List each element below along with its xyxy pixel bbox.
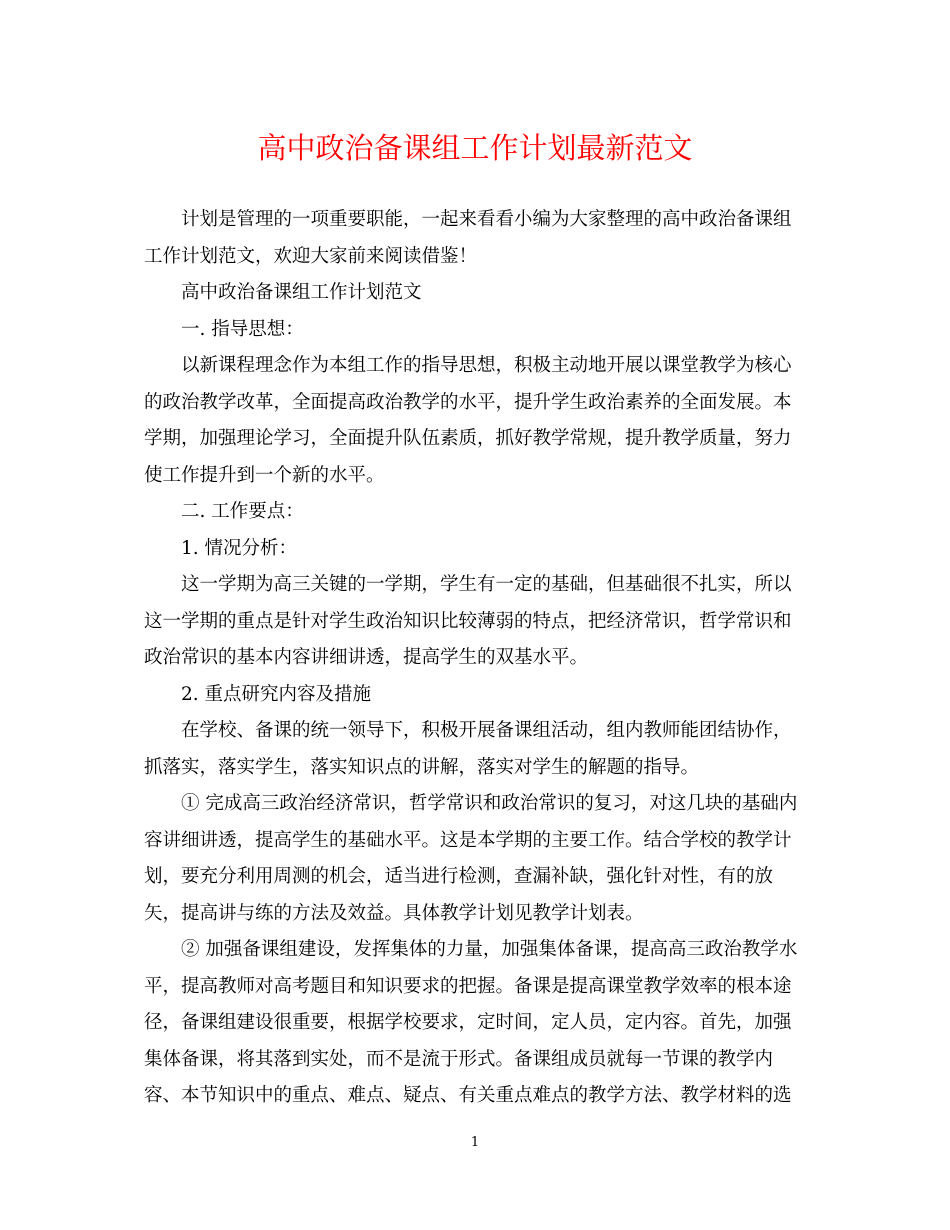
text-line: 1. 情况分析： xyxy=(181,537,298,559)
text-line: 一. 指导思想： xyxy=(181,318,304,340)
text-line: 集体备课，将其落到实处，而不是流于形式。备课组成员就每一节课的教学内 xyxy=(144,1048,774,1070)
document-body xyxy=(144,202,804,1115)
text-line: 这一学期为高三关键的一学期，学生有一定的基础，但基础很不扎实，所以 xyxy=(181,574,792,595)
text-line: 这一学期的重点是针对学生政治知识比较薄弱的特点，把经济常识，哲学常识和 xyxy=(144,610,792,632)
text-line: 二. 工作要点： xyxy=(181,501,304,522)
text-line: ① 完成高三政治经济常识，哲学常识和政治常识的复习，对这几块的基础内 xyxy=(181,793,798,814)
text-line: 政治常识的基本内容讲细讲透，提高学生的双基水平。 xyxy=(144,647,589,668)
text-line: 的政治教学改革，全面提高政治教学的水平，提升学生政治素养的全面发展。本 xyxy=(144,391,792,413)
text-line: 划，要充分利用周测的机会，适当进行检测，查漏补缺，强化针对性，有的放 xyxy=(144,866,774,887)
text-line: 容讲细讲透，提高学生的基础水平。这是本学期的主要工作。结合学校的教学计 xyxy=(144,829,792,851)
page-number: 1 xyxy=(470,1135,480,1150)
text-line: 容、本节知识中的重点、难点、疑点、有关重点难点的教学方法、教学材料的选 xyxy=(144,1085,792,1106)
text-line: 使工作提升到一个新的水平。 xyxy=(144,464,385,486)
text-line: 学期，加强理论学习，全面提升队伍素质，抓好教学常规，提升教学质量，努力 xyxy=(144,428,792,449)
text-line: 在学校、备课的统一领导下，积极开展备课组活动，组内教师能团结协作， xyxy=(181,720,792,741)
text-line: 径，备课组建设很重要，根据学校要求，定时间，定人员，定内容。首先，加强 xyxy=(144,1012,792,1033)
text-line: 抓落实，落实学生，落实知识点的讲解，落实对学生的解题的指导。 xyxy=(144,756,700,778)
text-line: 2. 重点研究内容及措施 xyxy=(181,683,372,705)
text-line: 平，提高教师对高考题目和知识要求的把握。备课是提高课堂教学效率的根本途 xyxy=(144,975,792,997)
text-line: 以新课程理念作为本组工作的指导思想，积极主动地开展以课堂教学为核心 xyxy=(181,355,792,376)
text-line: 计划是管理的一项重要职能，一起来看看小编为大家整理的高中政治备课组 xyxy=(181,209,792,230)
text-line: 矢，提高讲与练的方法及效益。具体教学计划见教学计划表。 xyxy=(144,902,644,924)
document-title: 高中政治备课组工作计划最新范文 xyxy=(257,131,693,165)
text-line: 高中政治备课组工作计划范文 xyxy=(181,282,422,303)
text-line: 工作计划范文，欢迎大家前来阅读借鉴！ xyxy=(144,245,478,267)
text-line: ② 加强备课组建设，发挥集体的力量，加强集体备课，提高高三政治教学水 xyxy=(181,939,798,960)
